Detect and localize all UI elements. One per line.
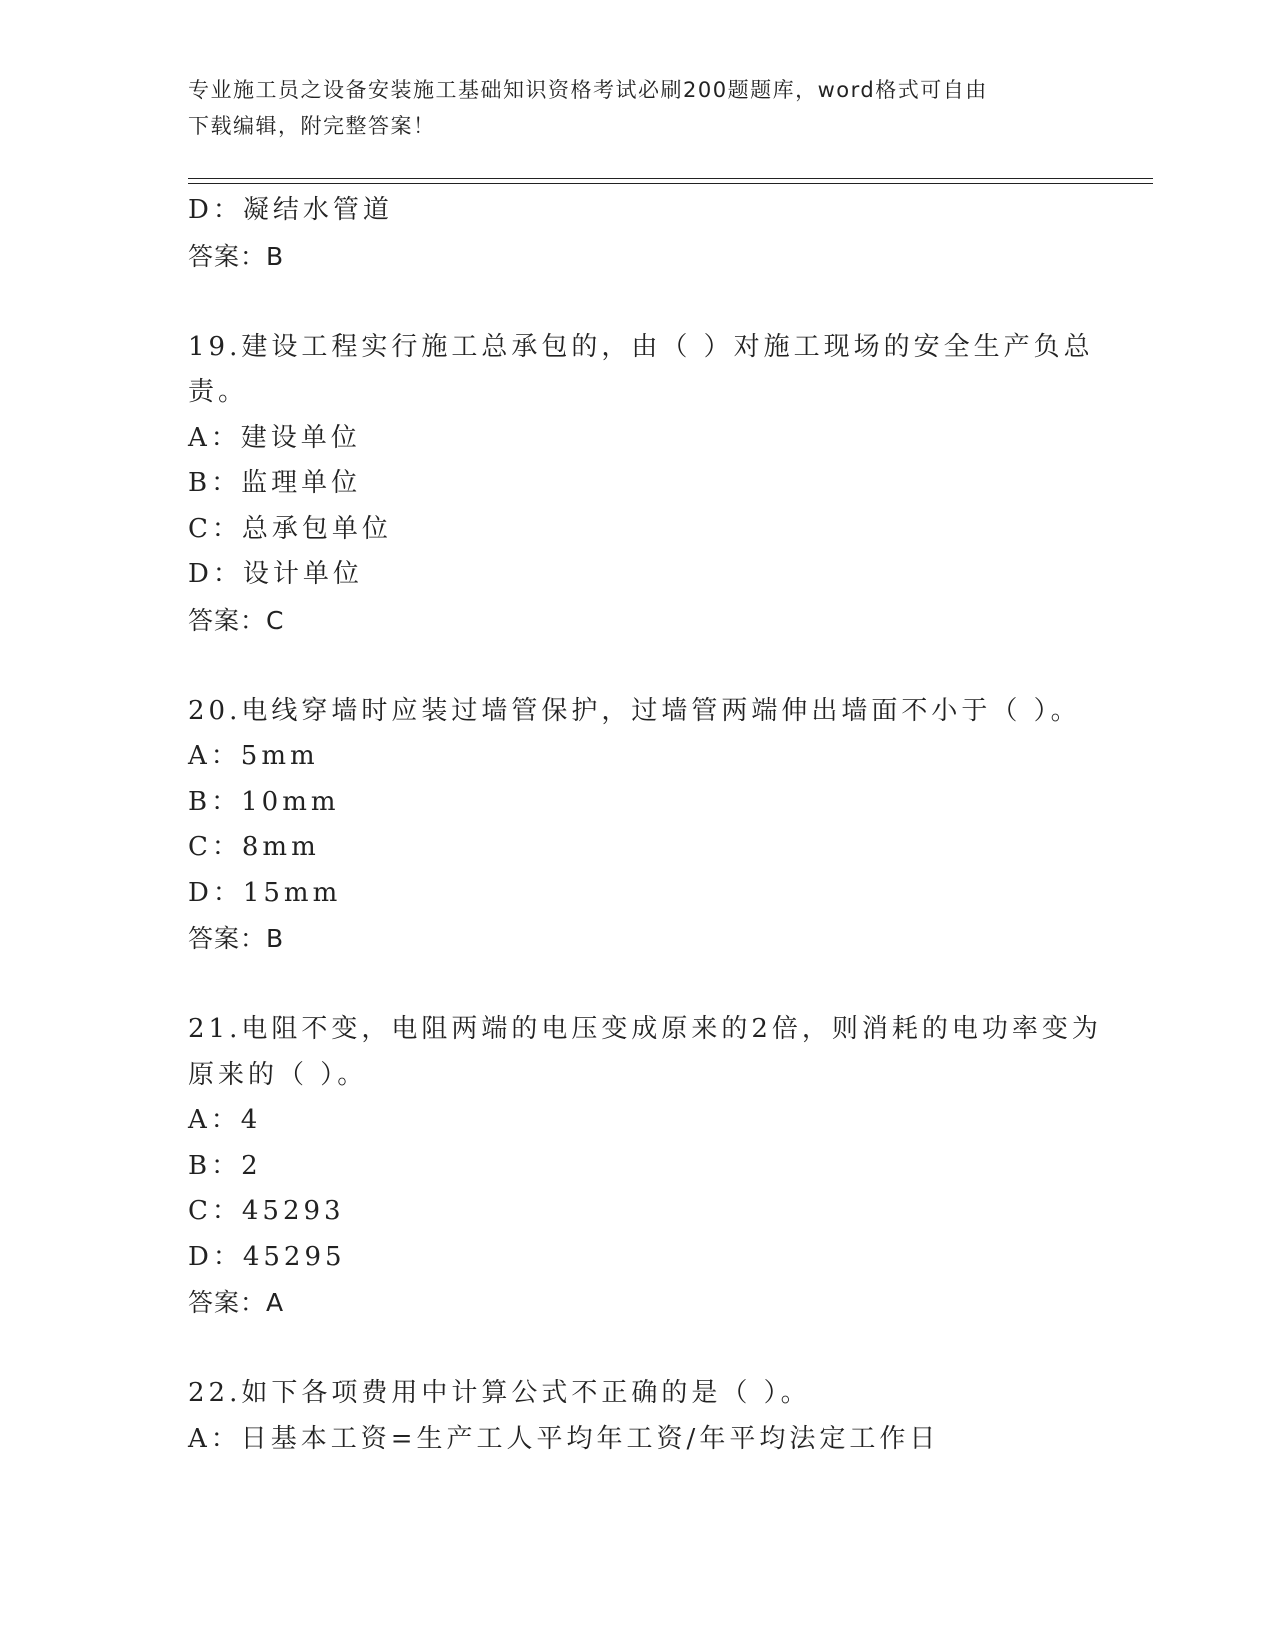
header-line-1: 专业施工员之设备安装施工基础知识资格考试必刷200题题库，word格式可自由	[188, 78, 988, 102]
option-c: C：8mm	[188, 832, 320, 862]
question-22	[188, 1371, 1088, 1462]
question-stem-continued: 责。	[188, 377, 249, 407]
answer-line: 答案：C	[188, 605, 285, 635]
document-header	[188, 72, 1068, 144]
header-rule-top	[188, 178, 1153, 179]
answer-line: 答案：A	[188, 1288, 285, 1317]
option-a: A：5mm	[188, 741, 319, 771]
answer-line: 答案：B	[188, 241, 285, 271]
option-b: B：2	[188, 1150, 262, 1181]
question-20	[188, 689, 1088, 962]
option-b: B：10mm	[188, 786, 340, 817]
option-b: B：监理单位	[188, 468, 362, 498]
header-rule-bottom	[188, 183, 1153, 184]
answer-line: 答案：B	[188, 924, 285, 953]
question-stem: 20.电线穿墙时应装过墙管保护，过墙管两端伸出墙面不小于（ ）。	[188, 695, 1081, 726]
option-a: A：建设单位	[188, 422, 361, 453]
option-a: A：日基本工资=生产工人平均年工资/年平均法定工作日	[188, 1423, 940, 1454]
previous-question-tail	[188, 188, 1088, 279]
option-c: C：45293	[188, 1196, 345, 1226]
option-c: C：总承包单位	[188, 513, 392, 544]
option-d: D：45295	[188, 1241, 346, 1272]
question-stem: 22.如下各项费用中计算公式不正确的是（ ）。	[188, 1378, 811, 1408]
option-d: D：15mm	[188, 877, 342, 908]
question-stem: 19.建设工程实行施工总承包的，由（ ）对施工现场的安全生产负总	[188, 331, 1094, 362]
option-d: D：设计单位	[188, 559, 363, 589]
question-19	[188, 325, 1094, 644]
question-stem-continued: 原来的（ ）。	[188, 1059, 368, 1090]
question-stem: 21.电阻不变，电阻两端的电压变成原来的2倍，则消耗的电功率变为	[188, 1014, 1102, 1044]
option-a: A：4	[188, 1105, 262, 1135]
question-list	[188, 188, 1102, 1462]
header-line-2: 下载编辑，附完整答案！	[188, 114, 436, 138]
question-21	[188, 1007, 1102, 1326]
option-d: D：凝结水管道	[188, 195, 393, 225]
